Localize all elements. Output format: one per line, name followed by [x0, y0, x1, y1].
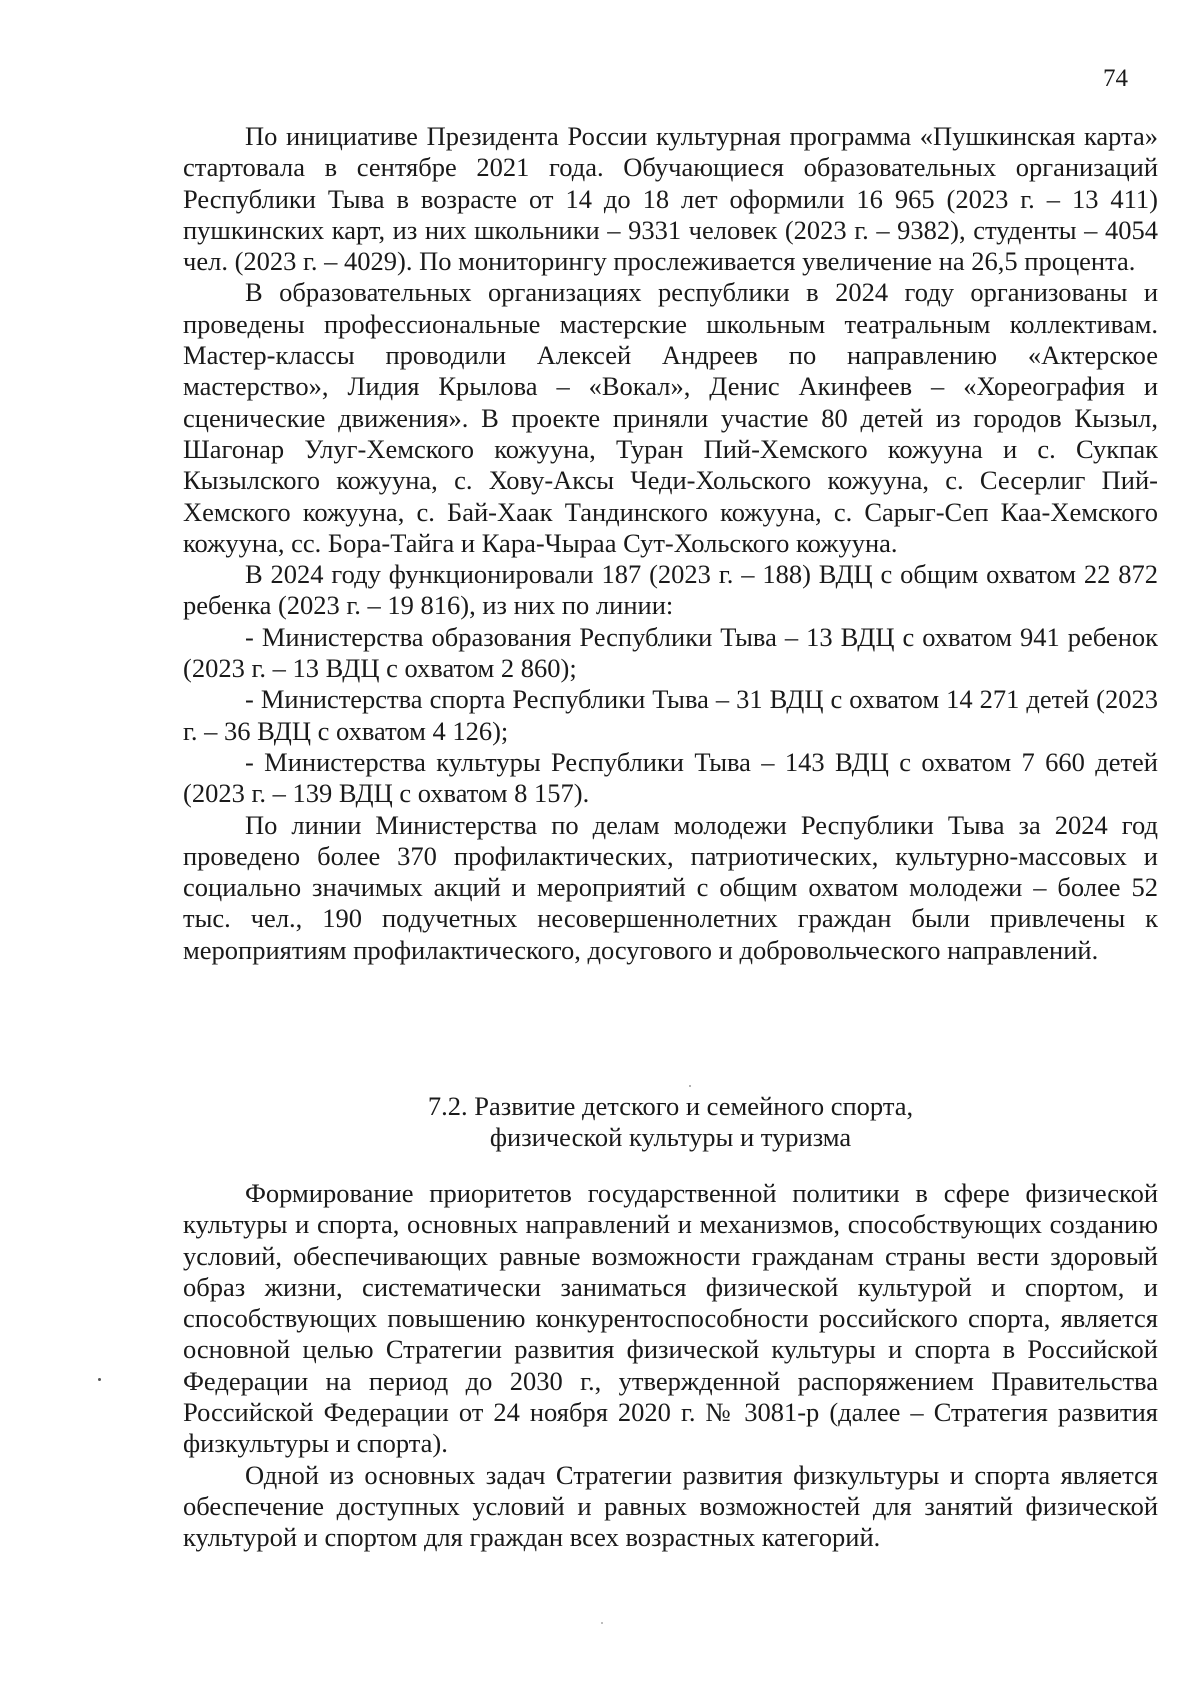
paragraph-youth-ministry: По линии Министерства по делам молодежи Республики Тыва за 2024 год проведено более 370 профилактических, патриотических, культурно-массовых и социально значимых акций и мероприятий с общим охватом молодежи – более 52 тыс. чел., 190 подучетных несовершеннолетних граждан были привлечены к мероприятиям профилактического, досугового и добровольческого направлений. [183, 809, 1158, 965]
list-item-culture-ministry: - Министерства культуры Республики Тыва – 143 ВДЦ с охватом 7 660 детей (2023 г. – 139 ВДЦ с охватом 8 157). [183, 746, 1158, 809]
scan-speck [98, 1378, 101, 1381]
section-heading-line-1: 7.2. Развитие детского и семейного спорта, [427, 1091, 914, 1121]
paragraph-sport-strategy: Формирование приоритетов государственной политики в сфере физической культуры и спорта, основных направлений и механизмов, способствующих созданию условий, обеспечивающих равные возможности гражданам страны вести здоровый образ жизни, систематически заниматься физической культурой и спортом, и способствующих повышению конкурентоспособности российского спорта, является основной целью Стратегии развития физической культуры и спорта в Российской Федерации на период до 2030 г., утвержденной распоряжением Правительства Российской Федерации от 24 ноября 2020 г. № 3081-р (далее – Стратегия развития физкультуры и спорта). [183, 1178, 1158, 1459]
list-item-sport-ministry: - Министерства спорта Республики Тыва – 31 ВДЦ с охватом 14 271 детей (2023 г. – 36 ВДЦ с охватом 4 126); [183, 684, 1158, 746]
list-item-education-ministry: - Министерства образования Республики Тыва – 13 ВДЦ с охватом 941 ребенок (2023 г. – 13 ВДЦ с охватом 2 860); [183, 621, 1158, 684]
scan-speck [601, 1622, 603, 1624]
paragraph-vdc-summary: В 2024 году функционировали 187 (2023 г. – 188) ВДЦ с общим охватом 22 872 ребенка (2023 г. – 19 816), из них по линии: [183, 559, 1158, 621]
section-heading [183, 1091, 1158, 1154]
paragraph-strategy-task: Одной из основных задач Стратегии развития физкультуры и спорта является обеспечение доступных условий и равных возможностей для занятий физической культурой и спортом для граждан всех возрастных категорий. [183, 1459, 1158, 1553]
paragraph-theatre-workshops: В образовательных организациях республики в 2024 году организованы и проведены профессиональные мастерские школьным театральным коллективам. Мастер-классы проводили Алексей Андреев по направлению «Актерское мастерство», Лидия Крылова – «Вокал», Денис Акинфеев – «Хореография и сценические движения». В проекте приняли участие 80 детей из городов Кызыл, Шагонар Улуг-Хемского кожууна, Туран Пий-Хемского кожууна и с. Сукпак Кызылского кожууна, с. Хову-Аксы Чеди-Хольского кожууна, с. Сесерлиг Пий-Хемского кожууна, с. Бай-Хаак Тандинского кожууна, с. Сарыг-Сеп Каа-Хемского кожууна, сс. Бора-Тайга и Кара-Чыраа Сут-Хольского кожууна. [183, 277, 1158, 558]
body-text-top [183, 121, 1158, 966]
scan-speck [689, 1085, 691, 1087]
section-heading-line-2: физической культуры и туризма [489, 1122, 852, 1153]
paragraph-pushkin-card: По инициативе Президента России культурная программа «Пушкинская карта» стартовала в сентябре 2021 года. Обучающиеся образовательных организаций Республики Тыва в возрасте от 14 до 18 лет оформили 16 965 (2023 г. – 13 411) пушкинских карт, из них школьники – 9331 человек (2023 г. – 9382), студенты – 4054 чел. (2023 г. – 4029). По мониторингу прослеживается увеличение на 26,5 процента. [183, 121, 1158, 277]
page-number: 74 [1103, 65, 1128, 92]
body-text-bottom [183, 1178, 1158, 1554]
